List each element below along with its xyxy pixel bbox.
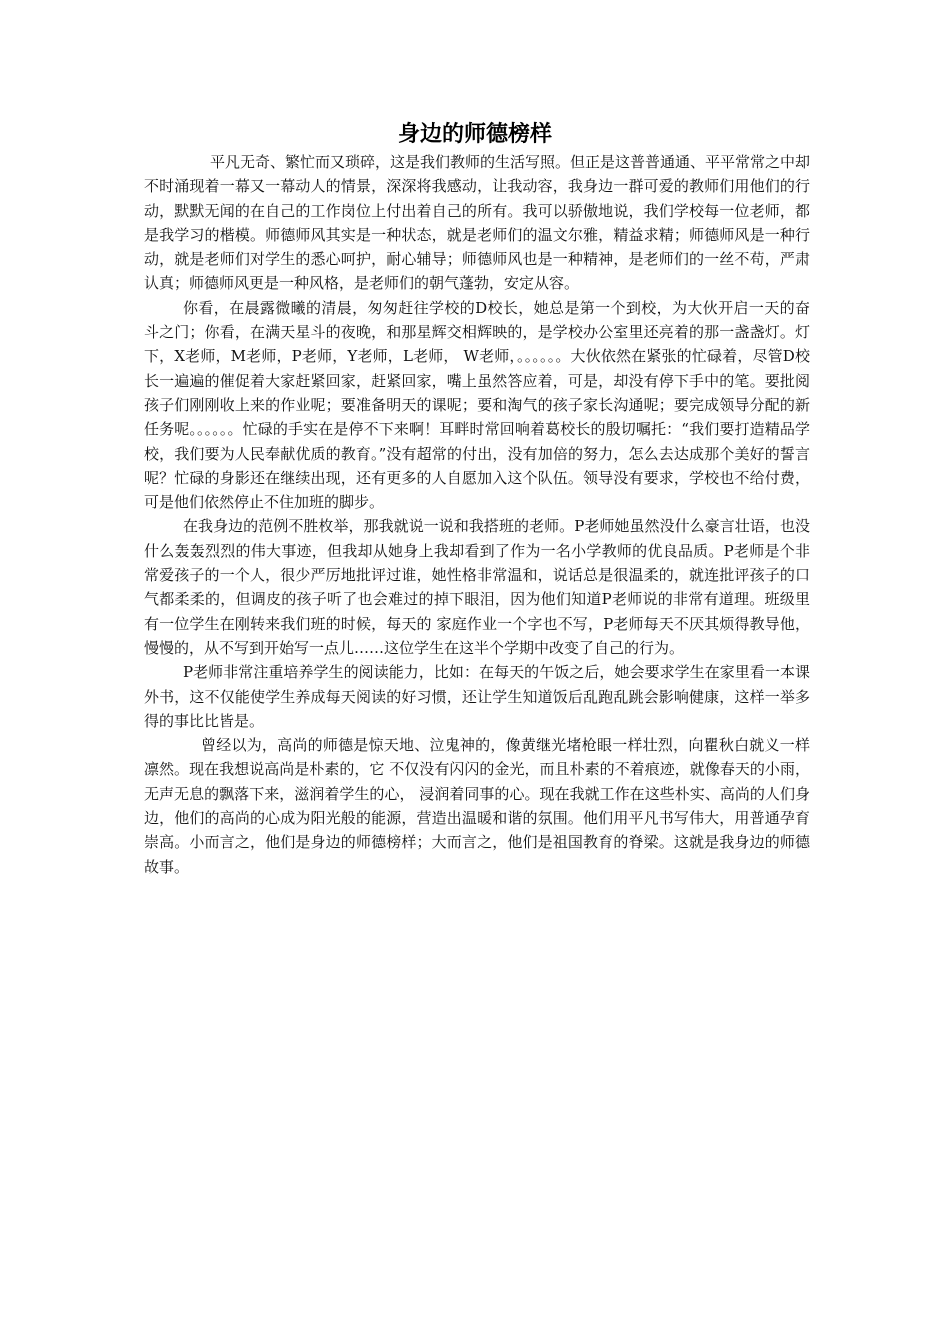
paragraph-overtime: 你看，在晨露微曦的清晨，匆匆赶往学校的D校长，她总是第一个到校，为大伙开启一天的奋斗之门；你看，在满天星斗的夜晚，和那星辉交相辉映的，是学校办公室里还亮着的那一盏盏灯。灯下，X老师，M老师，P老师，Y老师，L老师， W老师，。。。。。。大伙依然在紧张的忙碌着，尽管D校长一遍遍的催促着大家赶紧回家，赶紧回家，嘴上虽然答应着，可是，却没有停下手中的笔。要批阅孩子们刚刚收上来的作业呢；要准备明天的课呢；要和淘气的孩子家长沟通呢；要完成领导分配的新任务呢。。。。。。忙碌的手实在是停不下来啊！耳畔时常回响着葛校长的殷切嘱托：“我们要打造精品学校，我们要为人民奉献优质的教育。”没有超常的付出，没有加倍的努力，怎么去达成那个美好的誓言呢？忙碌的身影还在继续出现，还有更多的人自愿加入这个队伍。领导没有要求，学校也不给付费，可是他们依然停止不住加班的脚步。 — [144, 298, 810, 512]
paragraph-intro: 平凡无奇、繁忙而又琐碎，这是我们教师的生活写照。但正是这普普通通、平平常常之中却不时涌现着一幕又一幕动人的情景，深深将我感动，让我动容，我身边一群可爱的教师们用他们的行动，默默无闻的在自己的工作岗位上付出着自己的所有。我可以骄傲地说，我们学校每一位老师，都是我学习的楷模。师德师风其实是一种状态，就是老师们的温文尔雅，精益求精；师德师风是一种行动，就是老师们对学生的悉心呵护，耐心辅导；师德师风也是一种精神，是老师们的一丝不苟，严肃认真；师德师风更是一种风格，是老师们的朝气蓬勃，安定从容。 — [144, 153, 811, 293]
paragraph-conclusion: 曾经以为，高尚的师德是惊天地、泣鬼神的，像黄继光堵枪眼一样壮烈，向瞿秋白就义一样凛然。现在我想说高尚是朴素的，它 不仅没有闪闪的金光，而且朴素的不着痕迹，就像春天的小雨，无声无息的飘落下来，滋润着学生的心， 浸润着同事的心。现在我就工作在这些朴实、高尚的人们身边，他们的高尚的心成为阳光般的能源，营造出温暖和谐的氛围。他们用平凡书写伟大，用普通孕育崇高。小而言之，他们是身边的师德榜样；大而言之，他们是祖国教育的脊梁。这就是我身边的师德故事。 — [144, 736, 810, 876]
document-body — [144, 150, 810, 879]
paragraph-reading: P老师非常注重培养学生的阅读能力，比如：在每天的午饭之后，她会要求学生在家里看一本课外书，这不仅能使学生养成每天阅读的好习惯，还让学生知道饭后乱跑乱跳会影响健康，这样一举多得的事比比皆是。 — [144, 663, 810, 730]
document-title: 身边的师德榜样 — [397, 122, 552, 147]
paragraph-p-teacher: 在我身边的范例不胜枚举，那我就说一说和我搭班的老师。P老师她虽然没什么豪言壮语，也没什么轰轰烈烈的伟大事迹，但我却从她身上我却看到了作为一名小学教师的优良品质。P老师是个非常爱孩子的一个人，很少严厉地批评过谁，她性格非常温和，说话总是很温柔的，就连批评孩子的口气都柔柔的，但调皮的孩子听了也会难过的掉下眼泪，因为他们知道P老师说的非常有道理。班级里有一位学生在刚转来我们班的时候，每天的 家庭作业一个字也不写，P老师每天不厌其烦得教导他，慢慢的，从不写到开始写一点儿……这位学生在这半个学期中改变了自己的行为。 — [144, 517, 810, 657]
